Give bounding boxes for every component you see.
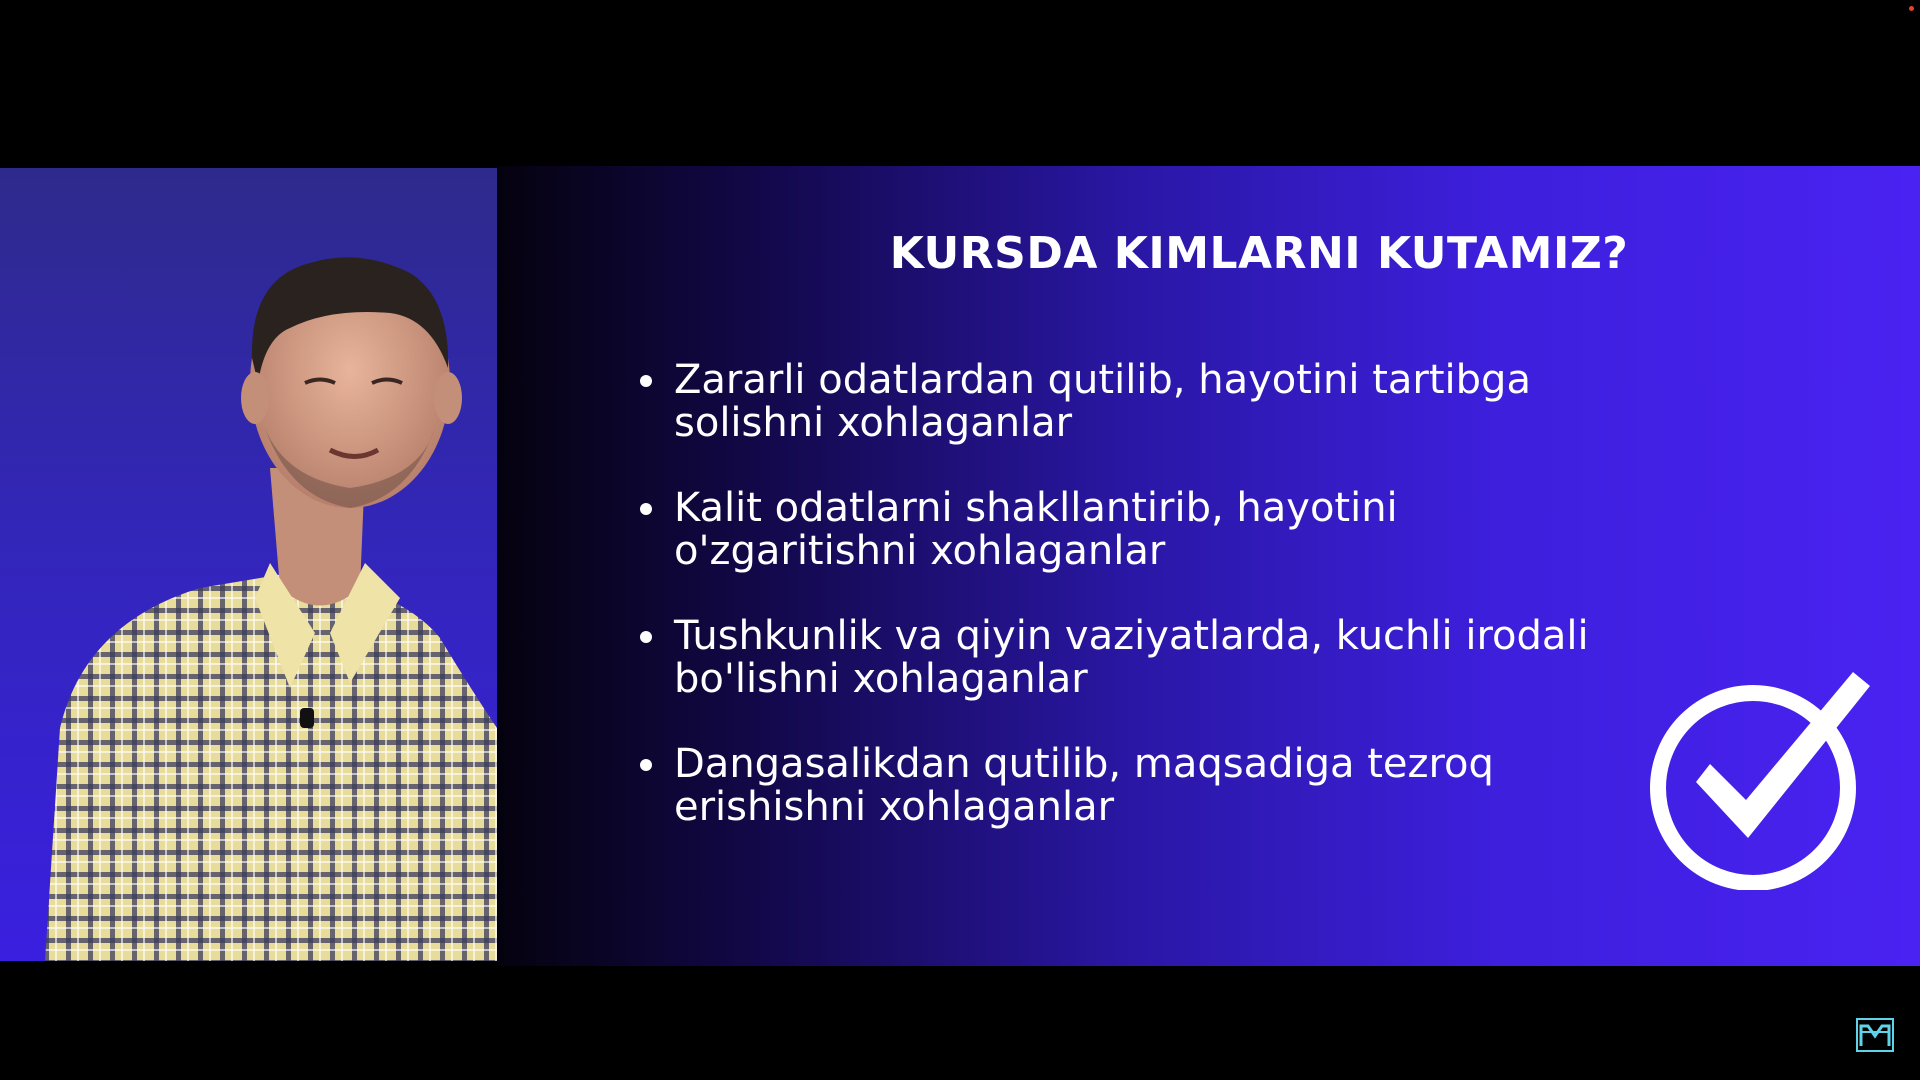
bullet-line-2: bo'lishni xohlaganlar <box>674 656 1088 702</box>
bullet-line-2: solishni xohlaganlar <box>674 400 1073 446</box>
bullet-list <box>636 359 1656 871</box>
speaker-video-panel <box>0 168 497 961</box>
speaker-illustration <box>0 168 497 961</box>
list-item <box>636 359 1656 445</box>
list-item <box>636 615 1656 701</box>
bullet-line-2: o'zgaritishni xohlaganlar <box>674 528 1166 574</box>
checkmark-circle-icon <box>1648 660 1878 890</box>
bullet-dot-icon <box>640 759 652 771</box>
list-item <box>636 487 1656 573</box>
recording-indicator-icon <box>1909 6 1914 11</box>
channel-logo-icon[interactable] <box>1856 1018 1894 1052</box>
bullet-dot-icon <box>640 375 652 387</box>
slide-title: KURSDA KIMLARNI KUTAMIZ? <box>889 228 1629 279</box>
bullet-line-1: Tushkunlik va qiyin vaziyatlarda, kuchli irodali <box>674 613 1589 659</box>
list-item <box>636 743 1656 829</box>
bullet-line-2: erishishni xohlaganlar <box>674 784 1115 830</box>
presentation-slide <box>498 166 1920 966</box>
bullet-dot-icon <box>640 503 652 515</box>
bullet-line-1: Kalit odatlarni shakllantirib, hayotini <box>674 485 1398 531</box>
bullet-dot-icon <box>640 631 652 643</box>
bullet-line-1: Zararli odatlardan qutilib, hayotini tartibga <box>674 357 1531 403</box>
bullet-line-1: Dangasalikdan qutilib, maqsadiga tezroq <box>674 741 1494 787</box>
